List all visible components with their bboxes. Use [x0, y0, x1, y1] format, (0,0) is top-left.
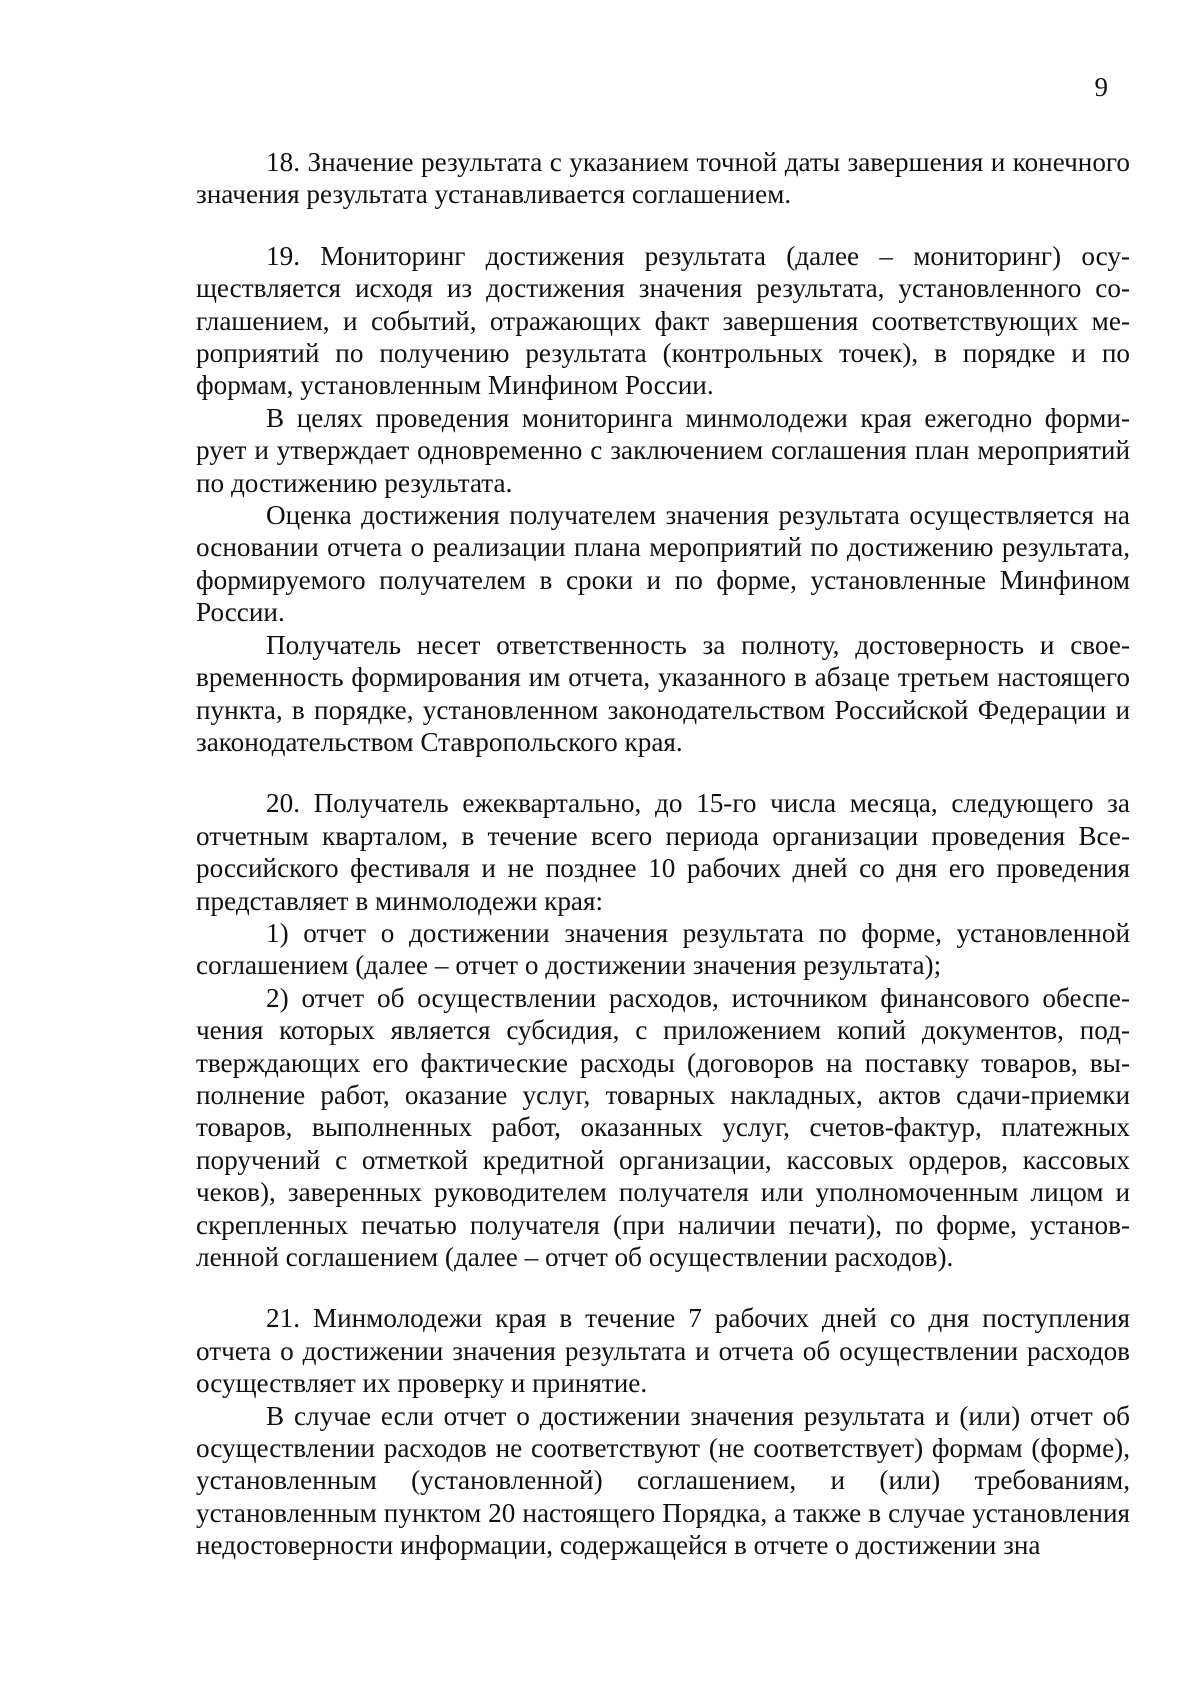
- paragraph-19-responsibility: Получатель несет ответственность за полноту, достоверность и своевременность формирования им отчета, указанного в абзаце третьем настоящего пункта, в порядке, установленном законодательством Российской Федерации и законодательством Ставропольского края.: [196, 629, 1130, 757]
- section-gap: [196, 1273, 1130, 1302]
- paragraph-19-assessment: Оценка достижения получателем значения результата осуществляется на основании отчета о реализации плана мероприятий по достижению результата, формируемого получателем в сроки и по форме, установленные Минфином России.: [196, 500, 1130, 628]
- paragraph-21-noncompliance: В случае если отчет о достижении значения результата и (или) отчет об осуществлении расходов не соответствуют (не соответствует) формам (форме), установленным (установленной) соглашением, и (или) требованиям, установленным пунктом 20 настоящего Порядка, а также в случае установления недостоверности информации, содержащейся в отчете о достижении зна: [196, 1400, 1130, 1561]
- page-number: 9: [1094, 72, 1108, 102]
- paragraph-19: 19. Мониторинг достижения результата (далее – мониторинг) осуществляется исходя из достижения значения результата, установленного соглашением, и событий, отражающих факт завершения соответствующих мероприятий по получению результата (контрольных точек), в порядке и по формам, установленным Минфином России.: [196, 240, 1130, 401]
- paragraph-20: 20. Получатель ежеквартально, до 15-го числа месяца, следующего за отчетным кварталом, в течение всего периода организации проведения Всероссийского фестиваля и не позднее 10 рабочих дней со дня его проведения представляет в минмолодежи края:: [196, 788, 1130, 916]
- paragraph-20-item-1: 1) отчет о достижении значения результата по форме, установленной соглашением (далее – отчет о достижении значения результата);: [196, 917, 1130, 981]
- paragraph-19-monitoring-plan: В целях проведения мониторинга минмолодежи края ежегодно формирует и утверждает одновременно с заключением соглашения план мероприятий по достижению результата.: [196, 402, 1130, 498]
- section-gap: [196, 211, 1130, 240]
- paragraph-18: 18. Значение результата с указанием точной даты завершения и конечного значения результата устанавливается соглашением.: [196, 147, 1130, 210]
- document-body: [196, 146, 1130, 1562]
- paragraph-20-item-2: 2) отчет об осуществлении расходов, источником финансового обеспечения которых является субсидия, с приложением копий документов, подтверждающих его фактические расходы (договоров на поставку товаров, выполнение работ, оказание услуг, товарных накладных, актов сдачи-приемки товаров, выполненных работ, оказанных услуг, счетов-фактур, платежных поручений с отметкой кредитной организации, кассовых ордеров, кассовых чеков), заверенных руководителем получателя или уполномоченным лицом и скрепленных печатью получателя (при наличии печати), по форме, установленной соглашением (далее – отчет об осуществлении расходов).: [196, 982, 1130, 1272]
- paragraph-21: 21. Минмолодежи края в течение 7 рабочих дней со дня поступления отчета о достижении значения результата и отчета об осуществлении расходов осуществляет их проверку и принятие.: [196, 1303, 1130, 1399]
- section-gap: [196, 758, 1130, 787]
